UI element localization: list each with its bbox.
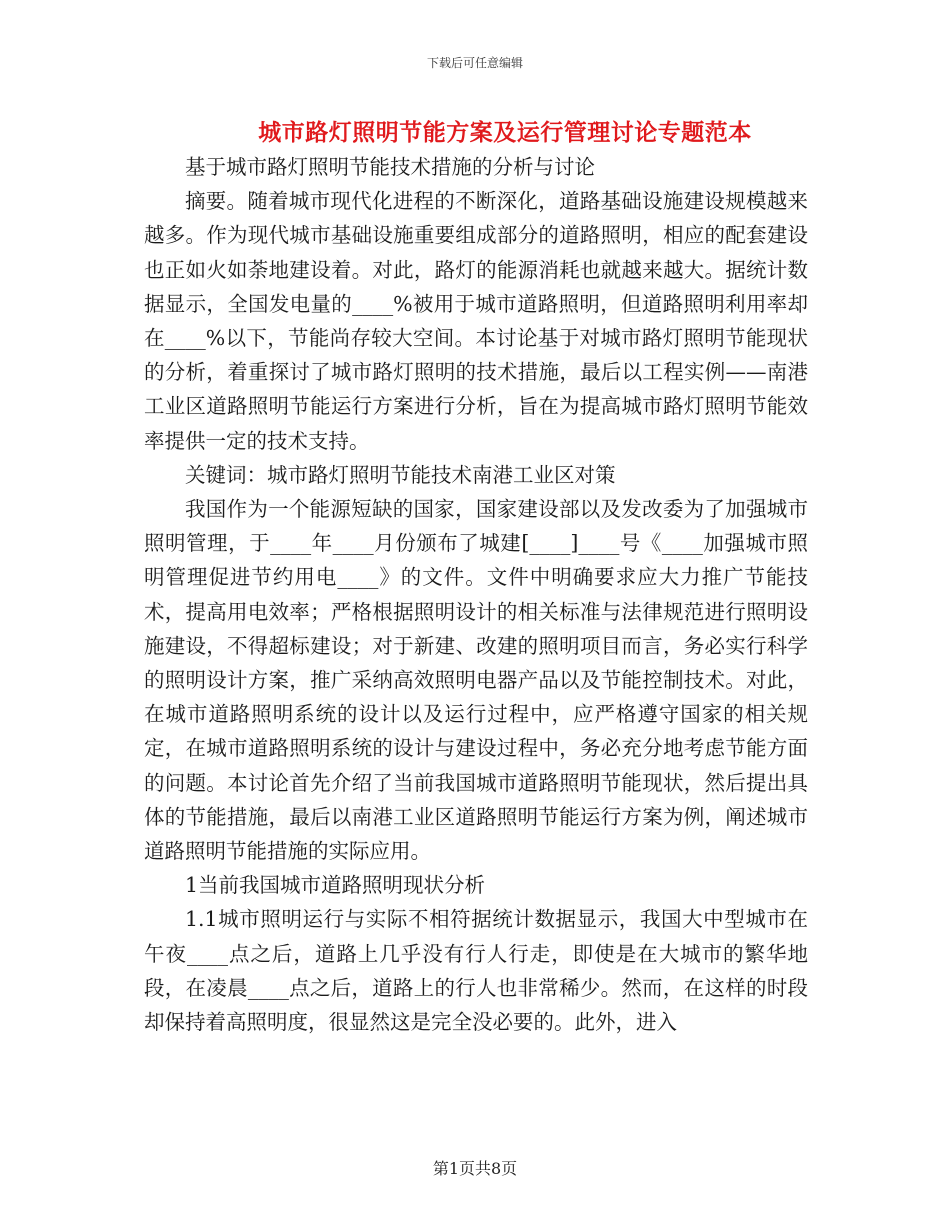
keywords-paragraph: 关键词：城市路灯照明节能技术南港工业区对策 bbox=[185, 462, 616, 487]
intro-paragraph: 我国作为一个能源短缺的国家，国家建设部以及发改委为了加强城市照明管理，于____年____月份颁布了城建[____]____号《____加强城市照明管理促进节约用电____》的文件。文件中明确要求应大力推广节能技术，提高用电效率；严格根据照明设计的相关标准与法律规范进行照明设施建设，不得超标建设；对于新建、改建的照明项目而言，务必实行科学的照明设计方案，推广采纳高效照明电器产品以及节能控制技术。对此，在城市道路照明系统的设计以及运行过程中，应严格遵守国家的相关规定，在城市道路照明系统的设计与建设过程中，务必充分地考虑节能方面的问题。本讨论首先介绍了当前我国城市道路照明节能现状，然后提出具体的节能措施，最后以南港工业区道路照明节能运行方案为例，阐述城市道路照明节能措施的实际应用。 bbox=[144, 497, 808, 864]
page-footer: 第1页共8页 bbox=[432, 1159, 518, 1178]
page-header-note: 下载后可任意编辑 bbox=[426, 56, 523, 70]
section-heading: 1当前我国城市道路照明现状分析 bbox=[185, 873, 486, 898]
section-1-1-paragraph: 1.1城市照明运行与实际不相符据统计数据显示，我国大中型城市在午夜____点之后，道路上几乎没有行人行走，即使是在大城市的繁华地段，在凌晨____点之后，道路上的行人也非常稀少。然而，在这样的时段却保持着高照明度，很显然这是完全没必要的。此外，进入 bbox=[144, 907, 808, 1035]
abstract-paragraph: 摘要。随着城市现代化进程的不断深化，道路基础设施建设规模越来越多。作为现代城市基础设施重要组成部分的道路照明，相应的配套建设也正如火如荼地建设着。对此，路灯的能源消耗也就越来越大。据统计数据显示，全国发电量的____%被用于城市道路照明，但道路照明利用率却在____%以下，节能尚存较大空间。本讨论基于对城市路灯照明节能现状的分析，着重探讨了城市路灯照明的技术措施，最后以工程实例——南港工业区道路照明节能运行方案进行分析，旨在为提高城市路灯照明节能效率提供一定的技术支持。 bbox=[144, 189, 808, 453]
document-body bbox=[144, 150, 808, 1039]
subtitle-paragraph: 基于城市路灯照明节能技术措施的分析与讨论 bbox=[185, 155, 595, 179]
document-title: 城市路灯照明节能方案及运行管理讨论专题范本 bbox=[258, 119, 752, 146]
